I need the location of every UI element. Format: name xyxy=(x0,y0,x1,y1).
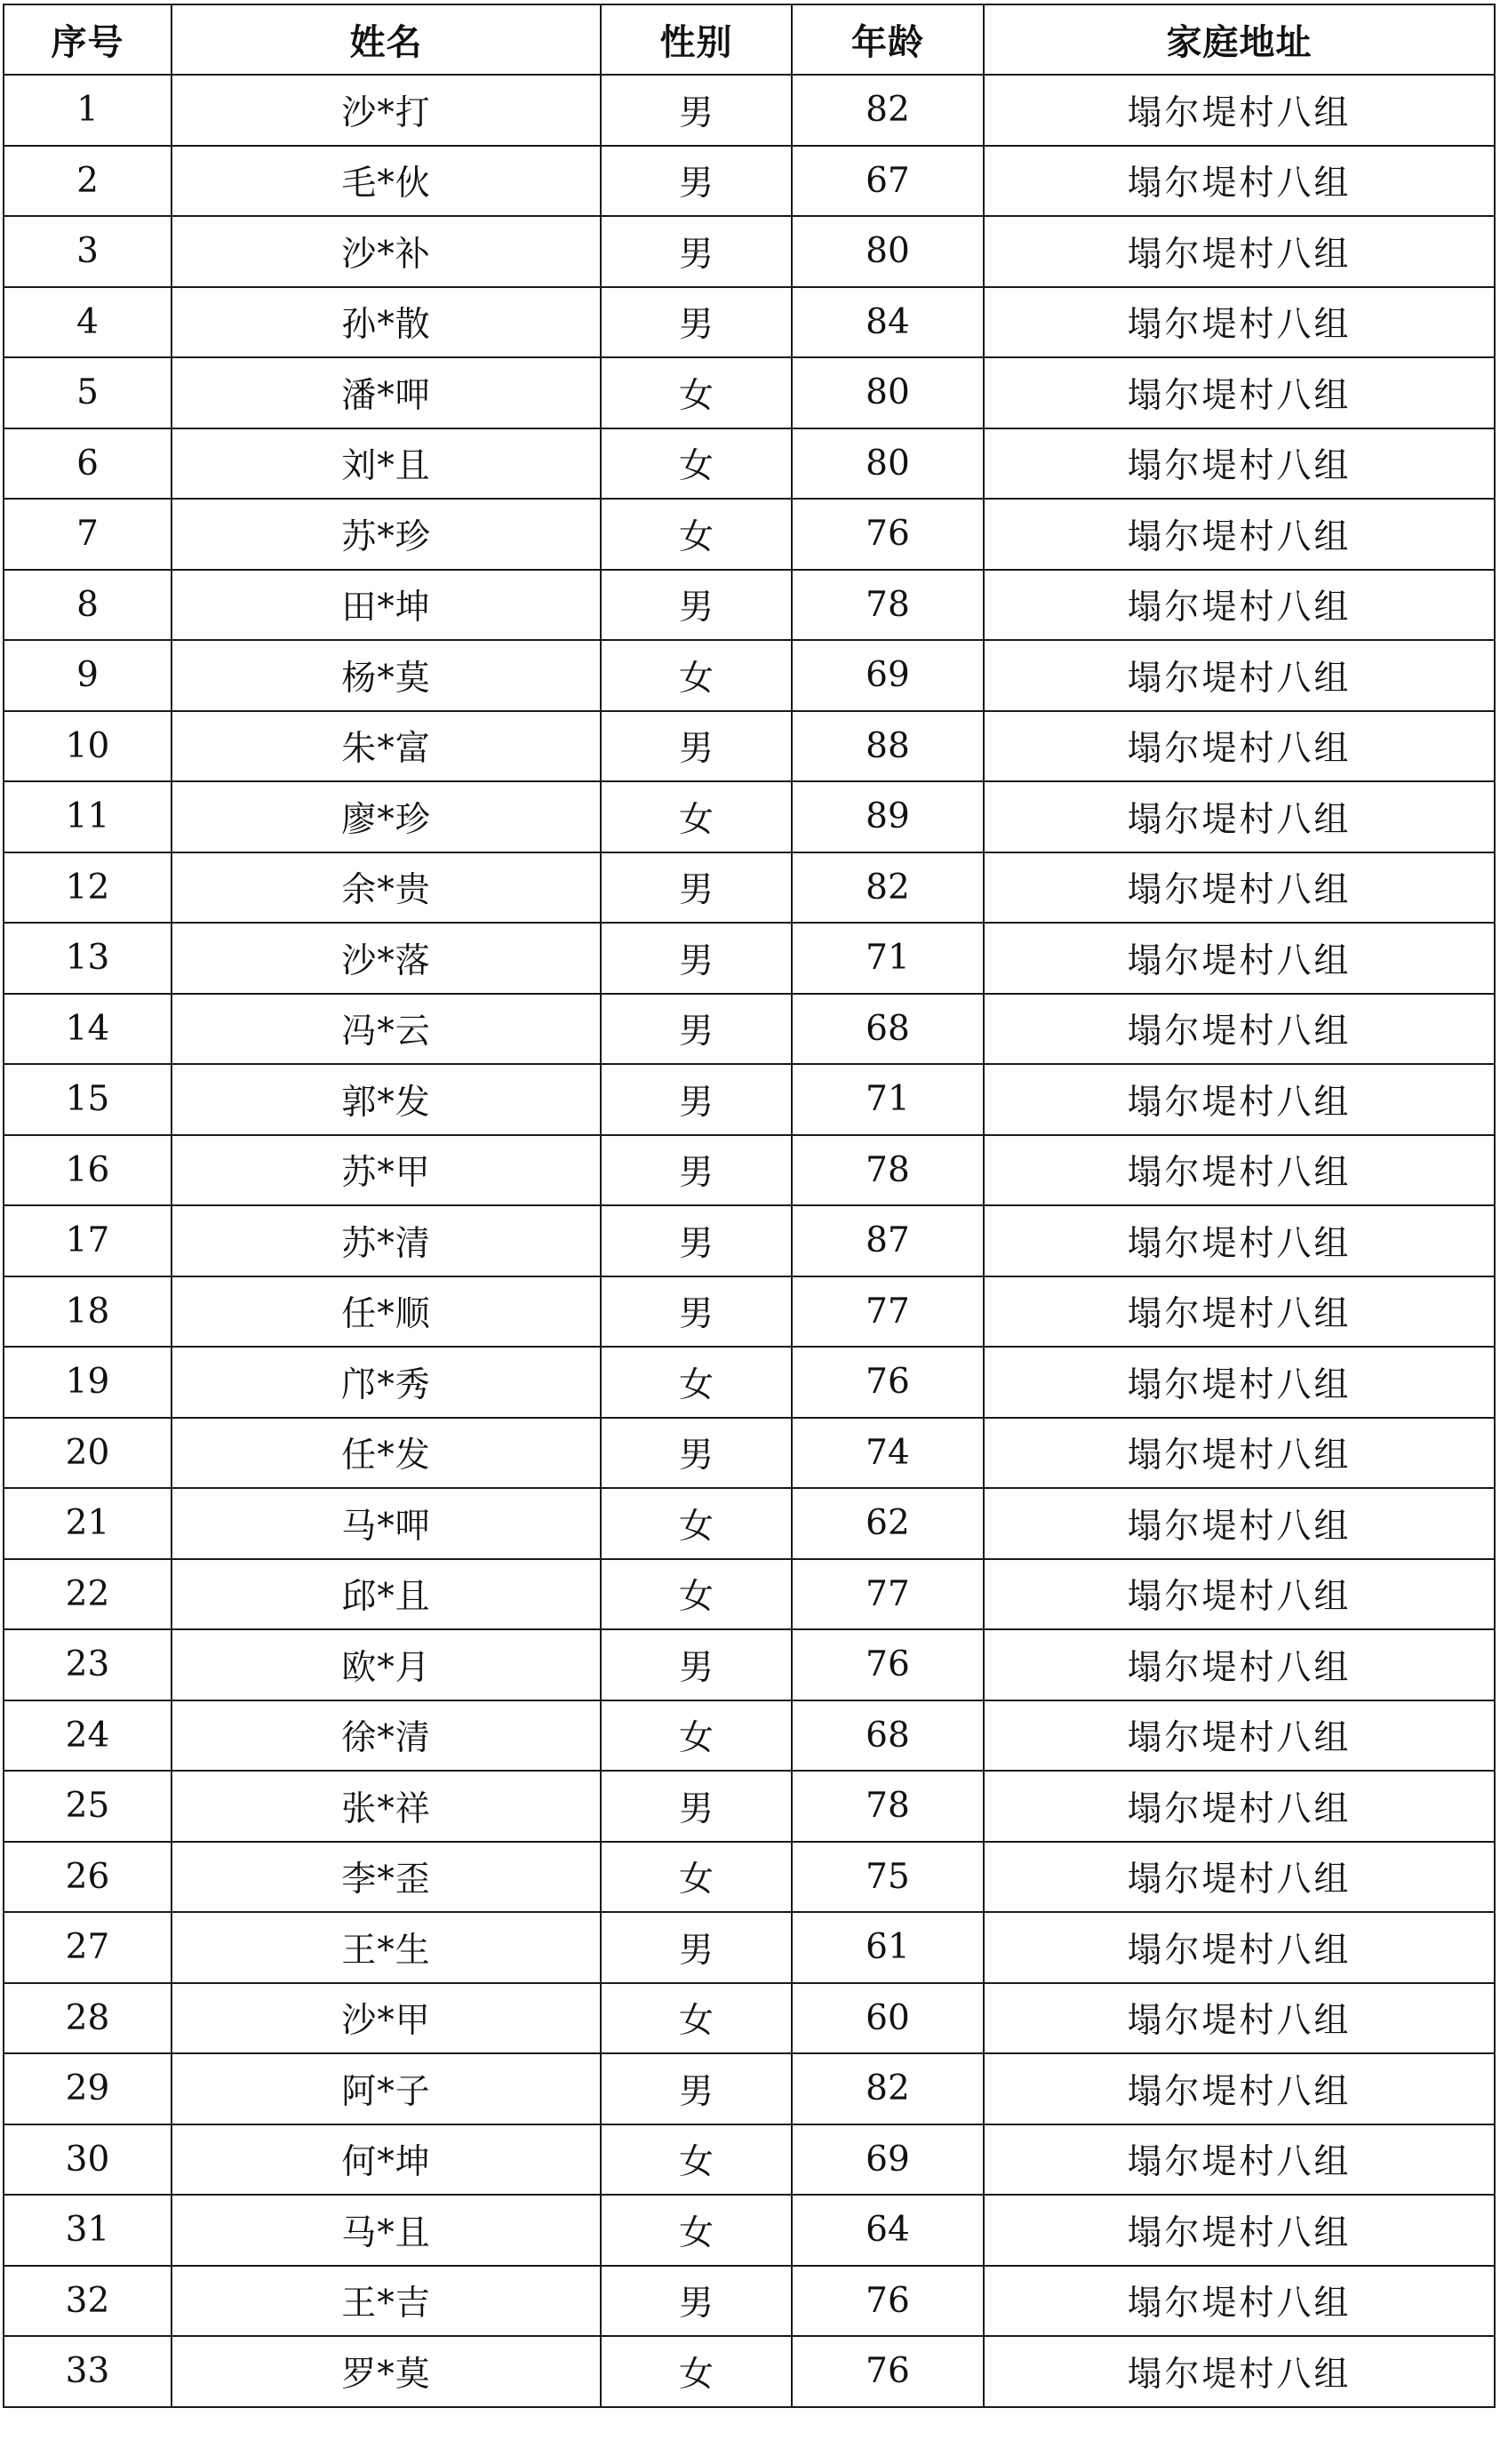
cell-gender: 女 xyxy=(601,640,792,711)
cell-serial-number: 18 xyxy=(4,1276,172,1348)
cell-serial-number: 3 xyxy=(4,216,172,287)
cell-serial-number: 12 xyxy=(4,852,172,924)
table-row xyxy=(4,711,1495,782)
table-row xyxy=(4,216,1495,287)
cell-age: 88 xyxy=(792,711,984,782)
cell-home-address: 塌尔堤村八组 xyxy=(984,357,1495,428)
cell-home-address: 塌尔堤村八组 xyxy=(984,852,1495,924)
cell-name: 阿*子 xyxy=(172,2053,601,2124)
cell-gender: 男 xyxy=(601,1418,792,1489)
cell-age: 69 xyxy=(792,2124,984,2196)
cell-age: 60 xyxy=(792,1983,984,2054)
cell-name: 毛*伙 xyxy=(172,146,601,217)
cell-serial-number: 31 xyxy=(4,2195,172,2266)
cell-serial-number: 25 xyxy=(4,1771,172,1842)
table-row xyxy=(4,1629,1495,1700)
cell-serial-number: 10 xyxy=(4,711,172,782)
table-row xyxy=(4,1983,1495,2054)
cell-serial-number: 26 xyxy=(4,1842,172,1913)
cell-home-address: 塌尔堤村八组 xyxy=(984,1347,1495,1418)
cell-name: 何*坤 xyxy=(172,2124,601,2196)
cell-name: 朱*富 xyxy=(172,711,601,782)
cell-age: 80 xyxy=(792,428,984,500)
cell-home-address: 塌尔堤村八组 xyxy=(984,2336,1495,2407)
cell-gender: 女 xyxy=(601,1347,792,1418)
cell-age: 80 xyxy=(792,216,984,287)
header-row xyxy=(4,4,1495,75)
cell-age: 61 xyxy=(792,1912,984,1983)
cell-serial-number: 15 xyxy=(4,1064,172,1135)
cell-age: 76 xyxy=(792,1347,984,1418)
cell-gender: 男 xyxy=(601,923,792,994)
cell-age: 76 xyxy=(792,2266,984,2337)
cell-gender: 女 xyxy=(601,2124,792,2196)
cell-serial-number: 30 xyxy=(4,2124,172,2196)
cell-name: 王*吉 xyxy=(172,2266,601,2337)
cell-age: 87 xyxy=(792,1205,984,1276)
cell-gender: 男 xyxy=(601,570,792,641)
cell-age: 67 xyxy=(792,146,984,217)
table-row xyxy=(4,428,1495,500)
cell-name: 孙*散 xyxy=(172,287,601,358)
cell-age: 69 xyxy=(792,640,984,711)
cell-name: 冯*云 xyxy=(172,994,601,1065)
table-row xyxy=(4,852,1495,924)
table-row xyxy=(4,1205,1495,1276)
cell-home-address: 塌尔堤村八组 xyxy=(984,216,1495,287)
table-row xyxy=(4,1771,1495,1842)
cell-name: 李*歪 xyxy=(172,1842,601,1913)
cell-gender: 男 xyxy=(601,287,792,358)
cell-serial-number: 2 xyxy=(4,146,172,217)
cell-name: 徐*清 xyxy=(172,1700,601,1772)
cell-gender: 女 xyxy=(601,499,792,570)
cell-home-address: 塌尔堤村八组 xyxy=(984,711,1495,782)
cell-name: 邱*且 xyxy=(172,1559,601,1630)
cell-age: 82 xyxy=(792,852,984,924)
cell-name: 任*发 xyxy=(172,1418,601,1489)
cell-home-address: 塌尔堤村八组 xyxy=(984,1064,1495,1135)
cell-serial-number: 29 xyxy=(4,2053,172,2124)
cell-home-address: 塌尔堤村八组 xyxy=(984,1842,1495,1913)
table-row xyxy=(4,1276,1495,1348)
cell-age: 82 xyxy=(792,75,984,146)
cell-gender: 男 xyxy=(601,1135,792,1206)
cell-gender: 男 xyxy=(601,1629,792,1700)
table-row xyxy=(4,1347,1495,1418)
cell-home-address: 塌尔堤村八组 xyxy=(984,570,1495,641)
cell-name: 沙*补 xyxy=(172,216,601,287)
table-row xyxy=(4,1064,1495,1135)
header-name: 姓名 xyxy=(172,4,601,75)
cell-serial-number: 21 xyxy=(4,1488,172,1559)
cell-home-address: 塌尔堤村八组 xyxy=(984,1629,1495,1700)
cell-age: 77 xyxy=(792,1559,984,1630)
cell-gender: 女 xyxy=(601,1842,792,1913)
cell-home-address: 塌尔堤村八组 xyxy=(984,146,1495,217)
cell-home-address: 塌尔堤村八组 xyxy=(984,994,1495,1065)
cell-serial-number: 24 xyxy=(4,1700,172,1772)
header-age: 年龄 xyxy=(792,4,984,75)
cell-name: 邝*秀 xyxy=(172,1347,601,1418)
cell-age: 84 xyxy=(792,287,984,358)
table-row xyxy=(4,146,1495,217)
cell-gender: 女 xyxy=(601,1488,792,1559)
table-row xyxy=(4,1559,1495,1630)
cell-gender: 男 xyxy=(601,146,792,217)
table-row xyxy=(4,1842,1495,1913)
cell-name: 沙*打 xyxy=(172,75,601,146)
table-row xyxy=(4,2336,1495,2407)
cell-home-address: 塌尔堤村八组 xyxy=(984,428,1495,500)
cell-home-address: 塌尔堤村八组 xyxy=(984,2053,1495,2124)
table-row xyxy=(4,75,1495,146)
cell-name: 欧*月 xyxy=(172,1629,601,1700)
residents-table xyxy=(3,4,1496,2408)
cell-age: 64 xyxy=(792,2195,984,2266)
cell-serial-number: 8 xyxy=(4,570,172,641)
cell-age: 80 xyxy=(792,357,984,428)
cell-home-address: 塌尔堤村八组 xyxy=(984,781,1495,852)
cell-home-address: 塌尔堤村八组 xyxy=(984,1983,1495,2054)
cell-age: 89 xyxy=(792,781,984,852)
cell-home-address: 塌尔堤村八组 xyxy=(984,1488,1495,1559)
cell-name: 张*祥 xyxy=(172,1771,601,1842)
cell-name: 罗*莫 xyxy=(172,2336,601,2407)
cell-name: 马*呷 xyxy=(172,1488,601,1559)
cell-serial-number: 1 xyxy=(4,75,172,146)
header-home-address: 家庭地址 xyxy=(984,4,1495,75)
table-row xyxy=(4,499,1495,570)
cell-name: 潘*呷 xyxy=(172,357,601,428)
table-row xyxy=(4,2053,1495,2124)
table-row xyxy=(4,923,1495,994)
cell-gender: 女 xyxy=(601,1700,792,1772)
cell-home-address: 塌尔堤村八组 xyxy=(984,1912,1495,1983)
cell-gender: 男 xyxy=(601,1771,792,1842)
cell-serial-number: 33 xyxy=(4,2336,172,2407)
cell-serial-number: 6 xyxy=(4,428,172,500)
cell-home-address: 塌尔堤村八组 xyxy=(984,2195,1495,2266)
table-row xyxy=(4,2266,1495,2337)
cell-home-address: 塌尔堤村八组 xyxy=(984,75,1495,146)
header-gender: 性别 xyxy=(601,4,792,75)
cell-age: 76 xyxy=(792,499,984,570)
cell-serial-number: 14 xyxy=(4,994,172,1065)
cell-name: 田*坤 xyxy=(172,570,601,641)
cell-gender: 男 xyxy=(601,994,792,1065)
cell-age: 82 xyxy=(792,2053,984,2124)
cell-age: 71 xyxy=(792,1064,984,1135)
cell-serial-number: 11 xyxy=(4,781,172,852)
table-row xyxy=(4,640,1495,711)
cell-home-address: 塌尔堤村八组 xyxy=(984,1700,1495,1772)
cell-gender: 男 xyxy=(601,216,792,287)
cell-age: 74 xyxy=(792,1418,984,1489)
cell-name: 王*生 xyxy=(172,1912,601,1983)
cell-home-address: 塌尔堤村八组 xyxy=(984,499,1495,570)
cell-home-address: 塌尔堤村八组 xyxy=(984,2266,1495,2337)
cell-gender: 女 xyxy=(601,2195,792,2266)
cell-name: 苏*甲 xyxy=(172,1135,601,1206)
table-row xyxy=(4,994,1495,1065)
cell-age: 78 xyxy=(792,1771,984,1842)
table-row xyxy=(4,781,1495,852)
table-row xyxy=(4,570,1495,641)
cell-name: 任*顺 xyxy=(172,1276,601,1348)
table-row xyxy=(4,1135,1495,1206)
cell-serial-number: 4 xyxy=(4,287,172,358)
table-row xyxy=(4,1700,1495,1772)
cell-serial-number: 28 xyxy=(4,1983,172,2054)
cell-gender: 女 xyxy=(601,428,792,500)
cell-gender: 男 xyxy=(601,2266,792,2337)
cell-gender: 女 xyxy=(601,1983,792,2054)
cell-gender: 男 xyxy=(601,1205,792,1276)
table-row xyxy=(4,1488,1495,1559)
table-row xyxy=(4,357,1495,428)
cell-gender: 男 xyxy=(601,75,792,146)
table-row xyxy=(4,2124,1495,2196)
cell-age: 71 xyxy=(792,923,984,994)
cell-serial-number: 9 xyxy=(4,640,172,711)
cell-gender: 男 xyxy=(601,1064,792,1135)
cell-name: 杨*莫 xyxy=(172,640,601,711)
cell-serial-number: 17 xyxy=(4,1205,172,1276)
cell-serial-number: 16 xyxy=(4,1135,172,1206)
cell-serial-number: 22 xyxy=(4,1559,172,1630)
table-row xyxy=(4,1912,1495,1983)
cell-home-address: 塌尔堤村八组 xyxy=(984,1771,1495,1842)
cell-gender: 女 xyxy=(601,2336,792,2407)
cell-gender: 男 xyxy=(601,711,792,782)
cell-gender: 男 xyxy=(601,852,792,924)
cell-home-address: 塌尔堤村八组 xyxy=(984,2124,1495,2196)
header-serial-number: 序号 xyxy=(4,4,172,75)
cell-age: 62 xyxy=(792,1488,984,1559)
cell-home-address: 塌尔堤村八组 xyxy=(984,1559,1495,1630)
cell-gender: 男 xyxy=(601,1912,792,1983)
cell-name: 苏*珍 xyxy=(172,499,601,570)
cell-age: 68 xyxy=(792,1700,984,1772)
cell-serial-number: 32 xyxy=(4,2266,172,2337)
table-row xyxy=(4,1418,1495,1489)
cell-age: 77 xyxy=(792,1276,984,1348)
cell-name: 沙*落 xyxy=(172,923,601,994)
table-header xyxy=(4,4,1495,75)
cell-age: 78 xyxy=(792,570,984,641)
cell-gender: 女 xyxy=(601,781,792,852)
table-row xyxy=(4,287,1495,358)
cell-serial-number: 5 xyxy=(4,357,172,428)
cell-age: 76 xyxy=(792,1629,984,1700)
cell-home-address: 塌尔堤村八组 xyxy=(984,923,1495,994)
cell-home-address: 塌尔堤村八组 xyxy=(984,1276,1495,1348)
cell-age: 78 xyxy=(792,1135,984,1206)
document-page xyxy=(0,4,1500,2408)
table-body xyxy=(4,75,1495,2407)
table-row xyxy=(4,2195,1495,2266)
cell-gender: 女 xyxy=(601,1559,792,1630)
cell-home-address: 塌尔堤村八组 xyxy=(984,640,1495,711)
cell-home-address: 塌尔堤村八组 xyxy=(984,1205,1495,1276)
cell-name: 刘*且 xyxy=(172,428,601,500)
cell-home-address: 塌尔堤村八组 xyxy=(984,287,1495,358)
cell-age: 68 xyxy=(792,994,984,1065)
cell-gender: 男 xyxy=(601,1276,792,1348)
cell-serial-number: 27 xyxy=(4,1912,172,1983)
cell-age: 76 xyxy=(792,2336,984,2407)
cell-name: 余*贵 xyxy=(172,852,601,924)
cell-name: 沙*甲 xyxy=(172,1983,601,2054)
cell-age: 75 xyxy=(792,1842,984,1913)
cell-home-address: 塌尔堤村八组 xyxy=(984,1418,1495,1489)
cell-gender: 男 xyxy=(601,2053,792,2124)
cell-serial-number: 23 xyxy=(4,1629,172,1700)
cell-name: 苏*清 xyxy=(172,1205,601,1276)
cell-serial-number: 7 xyxy=(4,499,172,570)
cell-home-address: 塌尔堤村八组 xyxy=(984,1135,1495,1206)
cell-serial-number: 13 xyxy=(4,923,172,994)
cell-name: 廖*珍 xyxy=(172,781,601,852)
cell-name: 马*且 xyxy=(172,2195,601,2266)
cell-serial-number: 19 xyxy=(4,1347,172,1418)
cell-serial-number: 20 xyxy=(4,1418,172,1489)
cell-name: 郭*发 xyxy=(172,1064,601,1135)
cell-gender: 女 xyxy=(601,357,792,428)
